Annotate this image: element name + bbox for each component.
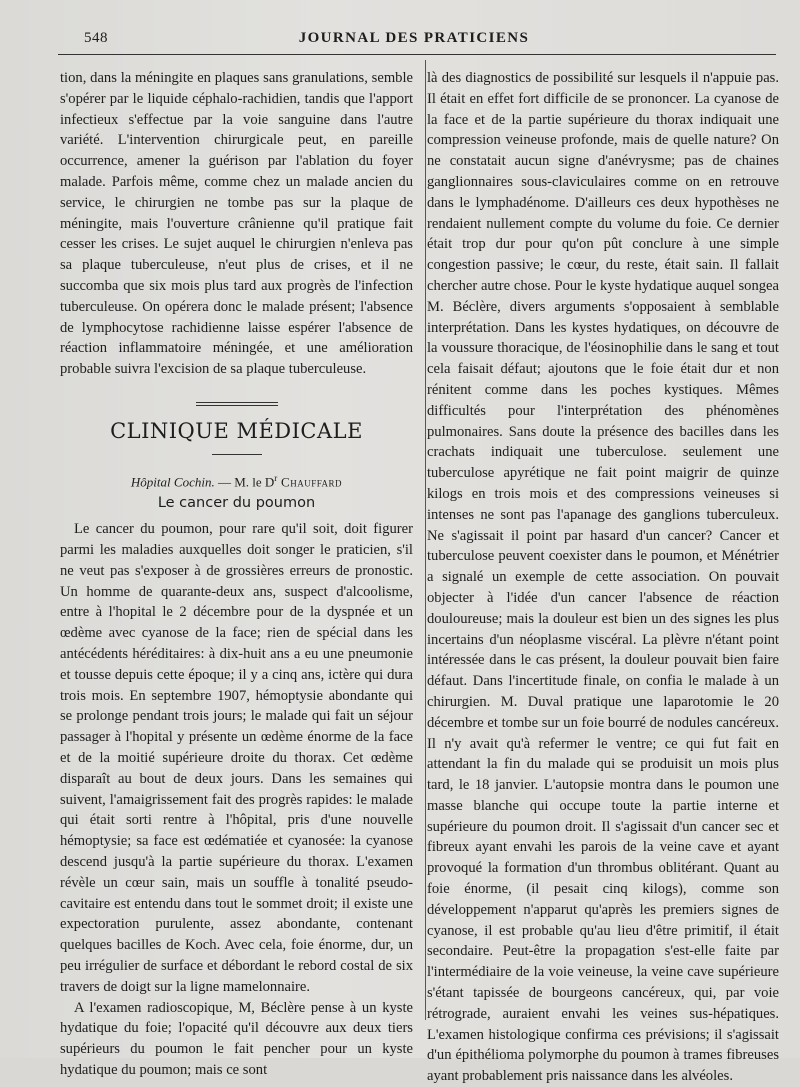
article-paragraph-1: Le cancer du poumon, pour rare qu'il soit, doit figurer parmi les maladies auxquelles doit songer le praticien, s'il ne veut pas s'exposer à de grossières erreurs de pronostic. Un homme de quarante-deux ans, suspect d'alcoolisme, entre à l'hopital le 2 décembre pour de la dyspnée et un œdème avec cyanose de la face; rien de spécial dans les antécédents héréditaires: à dix-huit ans a eu une pneumonie et tousse depuis cette époque; il y a cinq ans, ictère qui dura trois mois. En septembre 1907, hémoptysie abondante qui se prolonge pendant trois jours; le malade qui fait un séjour passager à l'hopital y présente un œdème énorme de la face et de la moitié supérieure droite du thorax. Cet œdème disparaît au bout de deux jours. Dans les semaines qui suivent, l'amaigrissement fait des progrès rapides: le malade qui était sorti rentre à l'hôpital, pris d'une nouvelle hémoptysie; sa face est œdématiée et cyanosée: la cyanose descend jusqu'à la partie supérieure du thorax. L'examen révèle un cœur sain, mais un souffle à tonalité pseudo-cavitaire est entendu dans tout le sommet droit; il existe une expectoration purulente, assez abondante, contenant quelques bacilles de Koch. Avec cela, foie énorme, dur, un peu irrégulier de surface et débordant le rebord costal de six travers de doigt sur la ligne mamelonnaire. bbox=[60, 521, 413, 995]
article-paragraph-2-cont: là des diagnostics de possibilité sur lesquels il n'appuie pas. Il était en effet fort difficile de se prononcer. La cyanose de la face et de la partie supérieure du thorax indiquait une compression veineuse profonde, mais de quelle nature? On ne constatait aucun signe d'anévrysme; pas de chaines ganglionnaires sous-claviculaires comme on en retrouve dans le lymphadénome. D'ailleurs ces deux hypothèses ne rendaient nullement compte du volume du foie. Ce dernier était trop dur pour qu'on pût conclure à une simple congestion passive; le cœur, du reste, était sain. Il fallait chercher autre chose. Pour le kyste hydatique auquel songea M. Béclère, divers arguments s'opposaient à semblable interprétation. Dans les kystes hydatiques, on découvre de la voussure thoracique, de l'éosinophilie dans le sang et tout cela faisait défaut; ajoutons que le foie était dur et non rénitent comme dans les poches kystiques. Mêmes difficultés pour l'interprétation des phénomènes pulmonaires. Sans doute la présence des bacilles dans les crachats indiquait une tuberculose. seulement une tuberculose apyrétique ne fait point maigrir de quinze kilogs en trois mois et des compressions veineuses si intenses ne sont pas l'apanage des ganglions tuberculeux. Ne s'agissait il point par hasard d'un cancer? Cancer et tuberculose peuvent coexister dans le poumon, et Ménétrier a signalé un exemple de cette association. On pouvait objecter à l'idée d'un cancer l'absence de réaction douloureuse; mais la douleur est bien un des signes les plus incertains d'un néoplasme viscéral. La plèvre n'étant point intéressée dans le cas présent, la douleur pouvait bien faire défaut. Dans l'incertitude finale, on confia le malade à un chirurgien. M. Duval pratique une laparotomie le 20 décembre et tombe sur un foie bourré de nodules cancéreux. Il n'y avait qu'à refermer le ventre; ce qui fut fait en attendant la fin du malade qui se produisit un mois plus tard, le 18 janvier. L'autopsie montra dans le poumon une masse blanche qui occupe toute la partie interne et supérieure du poumon droit. Il s'agissait d'un cancer sec et fibreux ayant envahi les parois de la veine cave et ayant provoqué la formation d'un thrombus oblitérant. Quant au foie énorme, (il pesait cinq kilogs), comme son développement n'apparut qu'après les premiers signes de cyanose, il est probable qu'au lieu d'être primitif, il était secondaire. Peut-être la propagation s'est-elle faite par l'intermédiaire de la voie veineuse, la veine cave supérieure s'étant tapissée de bourgeons cancéreux, qui, par voie rétrograde, auraient envahi les veines sus-hépatiques. L'examen histologique confirma ces prévisions; il s'agissait d'un épithélioma polymorphe du poumon à trames fibreuses ayant probablement pris naissance dans les alvéoles. bbox=[427, 70, 779, 1085]
column-divider bbox=[425, 60, 426, 1020]
byline-sup: r bbox=[274, 472, 278, 483]
byline-dash: — M. le D bbox=[214, 474, 275, 490]
section-double-rule bbox=[196, 402, 278, 406]
header-rule bbox=[58, 54, 776, 55]
byline-doctor: Chauffard bbox=[277, 474, 343, 490]
byline bbox=[60, 469, 413, 491]
right-column bbox=[427, 68, 779, 1087]
left-column bbox=[60, 68, 413, 1081]
section-short-rule bbox=[212, 454, 262, 455]
intro-paragraph: tion, dans la méningite en plaques sans granulations, semble s'opérer par le liquide céphalo-rachidien, tandis que l'apport infectieux s'effectue par la voie sanguine dans l'autre variété. L'intervention chirurgicale peut, en pareille occurrence, amener la guérison par l'ablation du foyer malade. Parfois même, comme chez un malade ancien du service, le chirurgien ne tombe pas sur la plaque de méningite, mais l'ouverture crânienne qu'il pratique fait cesser les crises. Le sujet auquel le chirurgien n'enleva pas sa plaque tuberculeuse, n'eut plus de crises, et il ne succomba que six mois plus tard aux progrès de l'infection tuberculeuse. On opérera donc le malade présent; l'absence de lymphocytose rachidienne laisse espérer l'absence de réaction inflammatoire méningée, et une amélioration probable suivra l'excision de sa plaque tuberculeuse. bbox=[60, 70, 413, 378]
article-paragraph-2-start: A l'examen radioscopique, M, Béclère pense à un kyste hydatique du foie; l'opacité qu'il découvre aux deux tiers supérieurs du poumon le fait pencher pour un kyste hydatique du poumon; mais ce sont bbox=[60, 999, 413, 1078]
section-heading-block bbox=[60, 402, 413, 515]
journal-title: JOURNAL DES PRATICIENS bbox=[298, 30, 530, 46]
page-header bbox=[58, 30, 770, 52]
page-number: 548 bbox=[84, 30, 108, 46]
byline-hospital: Hôpital Cochin. bbox=[130, 474, 215, 490]
section-title: CLINIQUE MÉDICALE bbox=[110, 418, 363, 443]
article-title: Le cancer du poumon bbox=[157, 495, 316, 512]
